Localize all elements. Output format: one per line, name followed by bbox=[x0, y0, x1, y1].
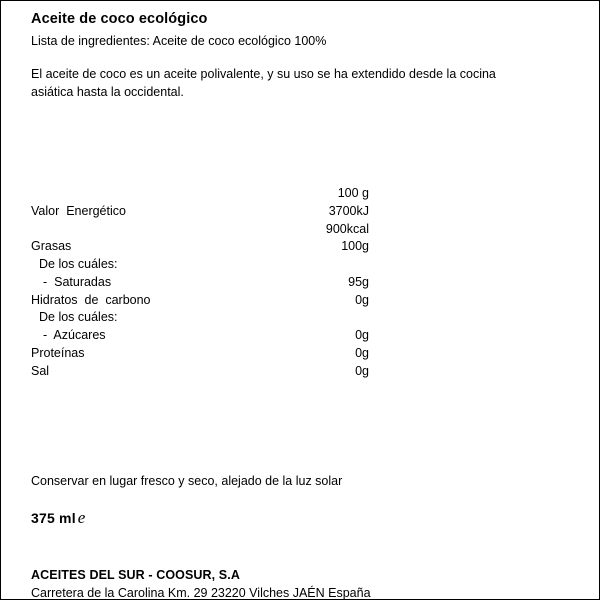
nutrient-value: 900kcal bbox=[325, 221, 369, 236]
nutrition-column-header: 100 g bbox=[337, 186, 369, 201]
nutrient-name: De los cuáles: bbox=[39, 257, 118, 272]
nutrient-value: 95g bbox=[348, 274, 369, 289]
table-row bbox=[31, 363, 391, 381]
table-row-header bbox=[31, 185, 391, 203]
net-volume bbox=[31, 508, 577, 528]
manufacturer-name: ACEITES DEL SUR - COOSUR, S.A bbox=[31, 568, 240, 583]
table-row bbox=[31, 309, 391, 327]
manufacturer-address: Carretera de la Carolina Km. 29 23220 Vilches JAÉN España bbox=[31, 586, 371, 600]
net-volume-amount: 375 ml bbox=[31, 510, 76, 527]
nutrient-name bbox=[31, 221, 265, 239]
table-row bbox=[31, 238, 391, 256]
nutrition-table bbox=[31, 185, 391, 380]
table-row bbox=[31, 221, 391, 239]
storage-instructions: Conservar en lugar fresco y seco, alejado de la luz solar bbox=[31, 474, 343, 489]
page-title: Aceite de coco ecológico bbox=[31, 11, 208, 27]
estimated-sign-icon: e bbox=[77, 508, 86, 528]
product-description: El aceite de coco es un aceite polivalente, y su uso se ha extendido desde la cocina asiática hasta la occidental. bbox=[31, 67, 496, 99]
nutrient-name: Grasas bbox=[31, 239, 72, 254]
nutrient-value: 0g bbox=[355, 363, 369, 378]
nutrient-value: 100g bbox=[341, 239, 369, 254]
table-row bbox=[31, 345, 391, 363]
nutrient-value bbox=[265, 309, 391, 327]
nutrient-value: 0g bbox=[355, 292, 369, 307]
nutrient-value: 3700kJ bbox=[328, 203, 369, 218]
nutrient-name: Sal bbox=[31, 363, 50, 378]
table-row bbox=[31, 203, 391, 221]
table-row bbox=[31, 256, 391, 274]
nutrient-value: 0g bbox=[355, 328, 369, 343]
nutrient-value: 0g bbox=[355, 345, 369, 360]
nutrition-table-body bbox=[31, 185, 391, 380]
table-row bbox=[31, 327, 391, 345]
nutrient-name: Hidratos de carbono bbox=[31, 292, 151, 307]
ingredients-list: Lista de ingredientes: Aceite de coco ecológico 100% bbox=[31, 34, 327, 49]
nutrient-name: Proteínas bbox=[31, 345, 85, 360]
nutrient-name: - Azúcares bbox=[43, 328, 106, 343]
nutrient-name: De los cuáles: bbox=[39, 310, 118, 325]
nutrient-name-header bbox=[31, 185, 265, 203]
nutrient-name: Valor Energético bbox=[31, 203, 126, 218]
nutrient-value bbox=[265, 256, 391, 274]
table-row bbox=[31, 274, 391, 292]
nutrient-name: - Saturadas bbox=[43, 274, 112, 289]
table-row bbox=[31, 292, 391, 310]
